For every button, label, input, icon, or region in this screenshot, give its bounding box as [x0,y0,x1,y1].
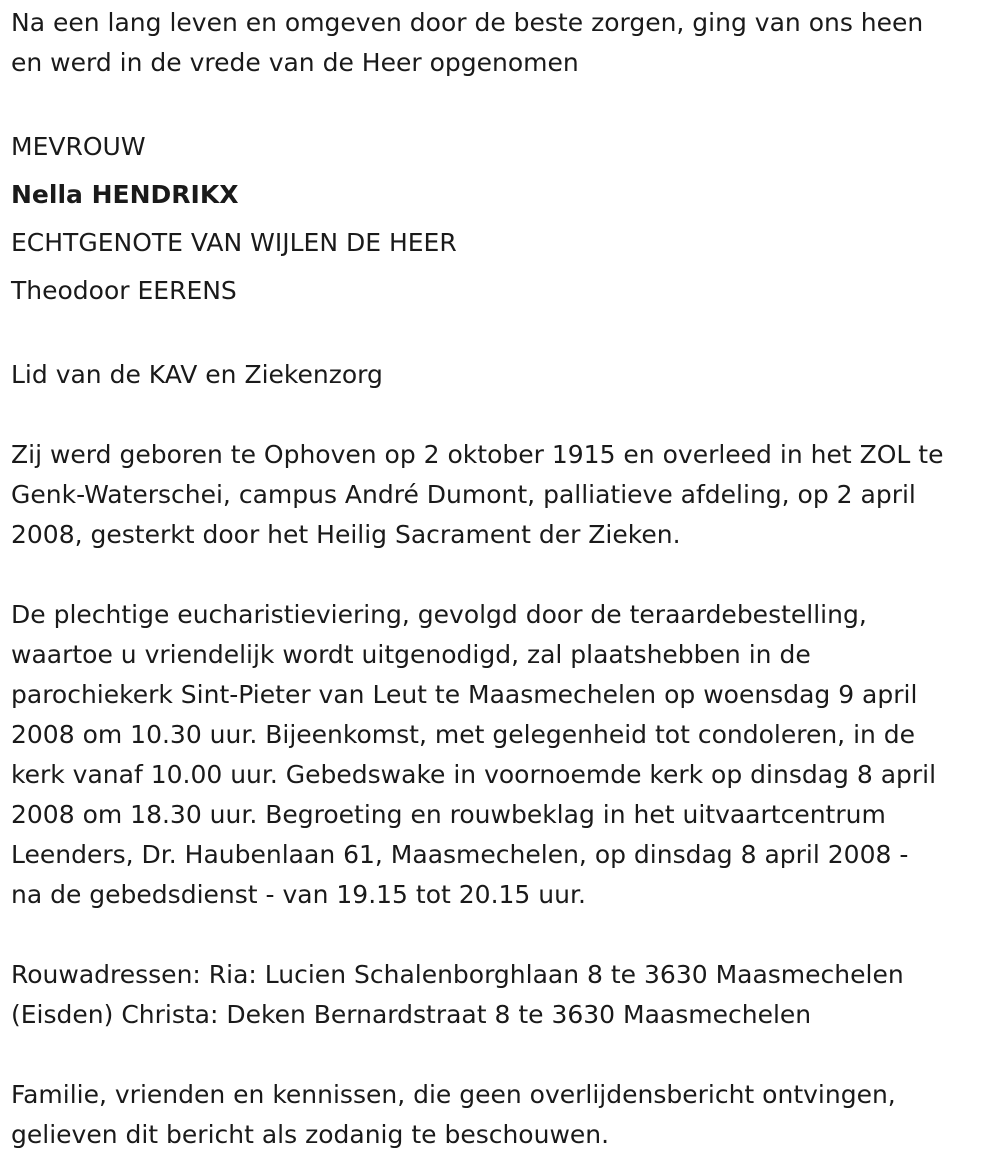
ceremony-paragraph [11,595,991,915]
spacer [11,315,991,355]
text-line: (Eisden) Christa: Deken Bernardstraat 8 te 3630 Maasmechelen [11,1000,812,1029]
text-line: Rouwadressen: Ria: Lucien Schalenborghlaan 8 te 3630 Maasmechelen [11,960,904,989]
spacer [11,395,991,435]
text-line: 2008, gesterkt door het Heilig Sacrament der Zieken. [11,520,681,549]
closing-paragraph [11,1075,991,1155]
membership-line: Lid van de KAV en Ziekenzorg [11,360,383,389]
text-line: De plechtige eucharistieviering, gevolgd door de teraardebestelling, [11,600,867,629]
text-line: na de gebedsdienst - van 19.15 tot 20.15 uur. [11,880,586,909]
text-line: Familie, vrienden en kennissen, die geen overlijdensbericht ontvingen, [11,1080,896,1109]
honorific: MEVROUW [11,132,146,161]
text-line: Genk-Waterschei, campus André Dumont, palliatieve afdeling, op 2 april [11,480,916,509]
obituary-notice [11,3,991,1155]
text-line: kerk vanaf 10.00 uur. Gebedswake in voornoemde kerk op dinsdag 8 april [11,760,937,789]
deceased-name: Nella HENDRIKX [11,180,239,209]
spouse-name: Theodoor EERENS [11,276,237,305]
text-line: parochiekerk Sint-Pieter van Leut te Maasmechelen op woensdag 9 april [11,680,918,709]
spacer [11,555,991,595]
deceased-block [11,123,991,315]
spacer [11,1035,991,1075]
text-line: 2008 om 10.30 uur. Bijeenkomst, met gelegenheid tot condoleren, in de [11,720,916,749]
text-line: 2008 om 18.30 uur. Begroeting en rouwbeklag in het uitvaartcentrum [11,800,886,829]
text-line: Leenders, Dr. Haubenlaan 61, Maasmechelen, op dinsdag 8 april 2008 - [11,840,909,869]
birth-death-paragraph [11,435,991,555]
intro-line: Na een lang leven en omgeven door de beste zorgen, ging van ons heen [11,8,924,37]
intro-line: en werd in de vrede van de Heer opgenomen [11,48,579,77]
spacer [11,915,991,955]
text-line: Zij werd geboren te Ophoven op 2 oktober 1915 en overleed in het ZOL te [11,440,944,469]
addresses-paragraph [11,955,991,1035]
spacer [11,83,991,123]
text-line: gelieven dit bericht als zodanig te beschouwen. [11,1120,610,1149]
relation-line: ECHTGENOTE VAN WIJLEN DE HEER [11,228,457,257]
text-line: waartoe u vriendelijk wordt uitgenodigd, zal plaatshebben in de [11,640,811,669]
intro-paragraph [11,3,991,83]
